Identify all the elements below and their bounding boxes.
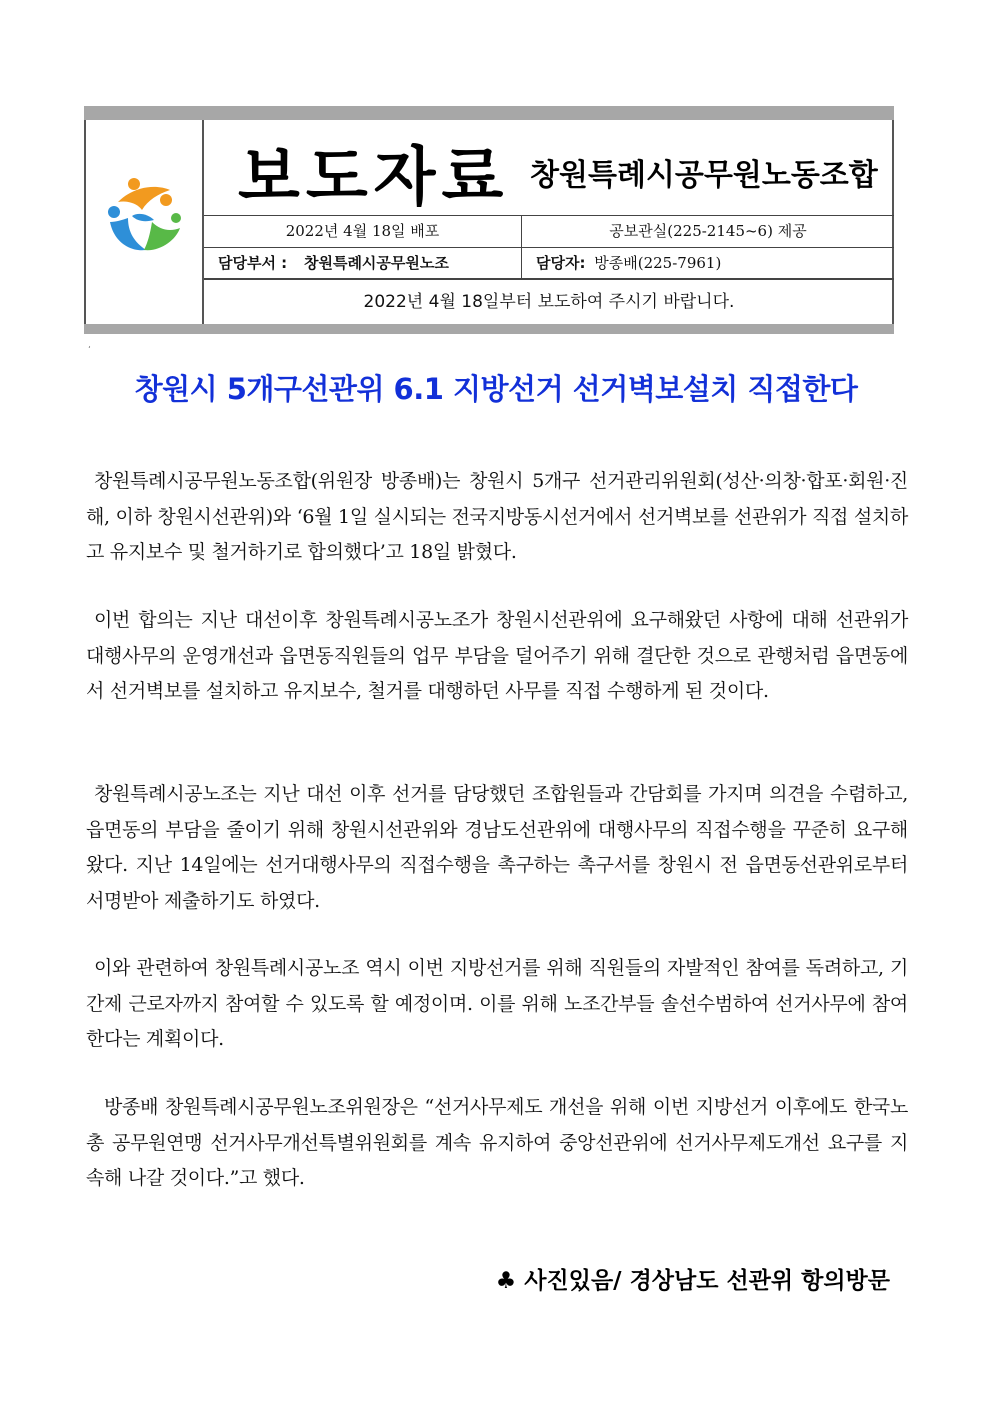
provider: 공보관실(225-2145~6) 제공 — [609, 222, 807, 240]
department-value: 창원특례시공무원노조 — [303, 254, 449, 272]
press-release-title: 보도자료 — [238, 141, 510, 215]
embargo-notice: 2022년 4월 18일부터 보도하여 주시기 바랍니다. — [363, 292, 735, 312]
photo-note: ♣ 사진있음/ 경상남도 선관위 항의방문 — [495, 1268, 890, 1294]
union-logo-icon — [104, 176, 186, 258]
article-headline: 창원시 5개구선관위 6.1 지방선거 선거벽보설치 직접한다 — [134, 372, 858, 406]
embargo-row — [204, 282, 894, 322]
organization-name: 창원특례시공무원노동조합 — [530, 158, 878, 193]
logo-cell — [86, 120, 204, 324]
article-paragraph-2: 이번 합의는 지난 대선이후 창원특례시공노조가 창원시선관위에 요구해왔던 사항에 대해 선관위가 대행사무의 운영개선과 읍면동직원들의 업무 부담을 덜어주기 위해 결단한 것으로 관행처럼 읍면동에서 선거벽보를 설치하고 유지보수, 철거를 대행하던 사무를 직접 수행하게 된 것이다. — [86, 609, 908, 702]
contact-label: 담당자: — [536, 254, 586, 272]
article-paragraph-4: 이와 관련하여 창원특례시공노조 역시 이번 지방선거를 위해 직원들의 자발적인 참여를 독려하고, 기간제 근로자까지 참여할 수 있도록 할 예정이며. 이를 위해 노조간부들 솔선수범하여 선거사무에 참여한다는 계획이다. — [86, 957, 908, 1050]
article-paragraph-3: 창원특례시공노조는 지난 대선 이후 선거를 담당했던 조합원들과 간담회를 가지며 의견을 수렴하고, 읍면동의 부담을 줄이기 위해 창원시선관위와 경남도선관위에 대행사무의 직접수행을 꾸준히 요구해왔다. 지난 14일에는 선거대행사무의 직접수행을 촉구하는 촉구서를 창원시 전 읍면동선관위로부터 서명받아 제출하기도 하였다. — [86, 783, 908, 912]
contact-cell — [522, 248, 894, 279]
press-header — [84, 106, 894, 334]
department-label: 담당부서 : — [218, 254, 288, 272]
header-table — [84, 120, 894, 324]
article-paragraph-5: 방종배 창원특례시공무원노조위원장은 “선거사무제도 개선을 위해 이번 지방선거 이후에도 한국노총 공무원연맹 선거사무개선특별위원회를 계속 유지하여 중앙선관위에 선거사무제도개선 요구를 지속해 나갈 것이다.”고 했다. — [86, 1096, 908, 1189]
release-info-row — [204, 216, 894, 248]
divider-tick: ‘ — [88, 345, 91, 354]
contact-value: 방종배(225-7961) — [594, 254, 722, 272]
article-paragraph-1: 창원특례시공무원노동조합(위원장 방종배)는 창원시 5개구 선거관리위원회(성산·의창·합포·회원·진해, 이하 창원시선관위)와 ‘6월 1일 실시되는 전국지방동시선거에서 선거벽보를 선관위가 직접 설치하고 유지보수 및 철거하기로 합의했다’고 18일 밝혔다. — [86, 470, 908, 563]
department-cell — [204, 248, 522, 279]
contact-info-row — [204, 248, 894, 280]
title-row — [204, 120, 894, 216]
release-date: 2022년 4월 18일 배포 — [204, 216, 522, 247]
